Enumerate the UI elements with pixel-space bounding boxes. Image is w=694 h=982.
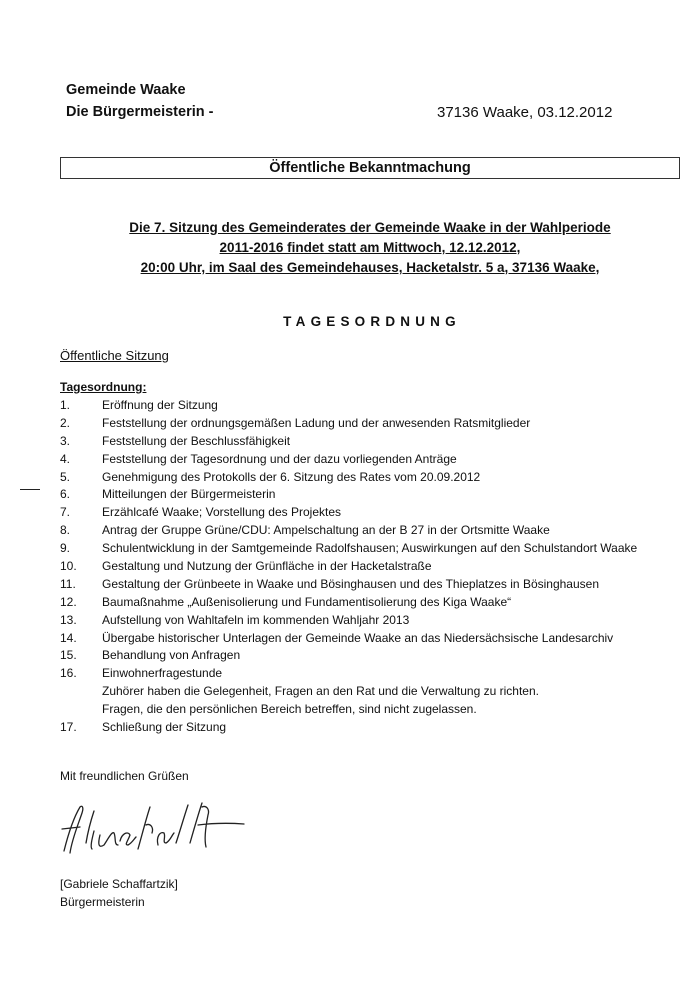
office-title: Die Bürgermeisterin - — [66, 104, 214, 120]
agenda-item-text: Genehmigung des Protokolls der 6. Sitzung des Rates vom 20.09.2012 — [102, 469, 481, 484]
agenda-item-text: Feststellung der Beschlussfähigkeit — [102, 433, 291, 448]
agenda-item-number: 6. — [60, 487, 71, 502]
meeting-line-3: 20:00 Uhr, im Saal des Gemeindehauses, Hacketalstr. 5 a, 37136 Waake, — [140, 260, 600, 275]
agenda-item-number: 14. — [60, 630, 77, 645]
agenda-item-number: 10. — [60, 559, 77, 574]
agenda-item-number: 5. — [60, 469, 71, 484]
place-date: 37136 Waake, 03.12.2012 — [437, 104, 613, 121]
agenda-item-number: 7. — [60, 505, 71, 520]
agenda-item — [60, 684, 680, 702]
agenda-item-number: 16. — [60, 666, 77, 681]
agenda-item-text: Antrag der Gruppe Grüne/CDU: Ampelschaltung an der B 27 in der Ortsmitte Waake — [102, 523, 550, 538]
agenda-item — [60, 648, 680, 666]
agenda-item — [60, 505, 680, 523]
agenda-item — [60, 613, 680, 631]
agenda-item-number: 17. — [60, 720, 77, 735]
agenda-label: Tagesordnung: — [60, 380, 147, 394]
signer-title: Bürgermeisterin — [60, 895, 145, 909]
agenda-item — [60, 434, 680, 452]
agenda-list — [60, 398, 680, 738]
agenda-item — [60, 720, 680, 738]
agenda-heading: TAGESORDNUNG — [283, 314, 461, 329]
agenda-item — [60, 523, 680, 541]
closing-greeting: Mit freundlichen Grüßen — [60, 769, 189, 783]
agenda-item-text: Einwohnerfragestunde — [102, 666, 223, 681]
margin-mark — [20, 489, 40, 490]
agenda-item-text: Feststellung der ordnungsgemäßen Ladung und der anwesenden Ratsmitglieder — [102, 415, 531, 430]
agenda-item-number: 9. — [60, 541, 71, 556]
agenda-item — [60, 487, 680, 505]
agenda-item — [60, 595, 680, 613]
agenda-item-text: Mitteilungen der Bürgermeisterin — [102, 487, 276, 502]
agenda-item-number: 4. — [60, 451, 71, 466]
agenda-item-text: Feststellung der Tagesordnung und der dazu vorliegenden Anträge — [102, 451, 457, 466]
agenda-item-number: 15. — [60, 648, 77, 663]
agenda-item-text: Erzählcafé Waake; Vorstellung des Projektes — [102, 505, 342, 520]
agenda-item-text: Gestaltung und Nutzung der Grünfläche in der Hacketalstraße — [102, 559, 432, 574]
agenda-item — [60, 416, 680, 434]
agenda-item-text: Baumaßnahme „Außenisolierung und Fundamentisolierung des Kiga Waake“ — [102, 594, 512, 609]
agenda-item-number: 1. — [60, 398, 71, 412]
agenda-item — [60, 559, 680, 577]
agenda-item-number: 11. — [60, 576, 76, 591]
agenda-item — [60, 577, 680, 595]
agenda-item-number: 3. — [60, 433, 71, 448]
agenda-item — [60, 631, 680, 649]
agenda-item-text: Übergabe historischer Unterlagen der Gemeinde Waake an das Niedersächsische Landesarchiv — [102, 630, 614, 645]
agenda-item — [60, 702, 680, 720]
agenda-item-text: Gestaltung der Grünbeete in Waake und Bösinghausen und des Thieplatzes in Bösinghausen — [102, 576, 600, 591]
meeting-line-2: 2011-2016 findet statt am Mittwoch, 12.12.2012, — [219, 240, 521, 255]
signer-name: [Gabriele Schaffartzik] — [60, 877, 178, 891]
meeting-line-1: Die 7. Sitzung des Gemeinderates der Gemeinde Waake in der Wahlperiode — [129, 220, 611, 235]
agenda-item-text: Zuhörer haben die Gelegenheit, Fragen an den Rat und die Verwaltung zu richten. — [102, 684, 539, 699]
agenda-item-text: Schließung der Sitzung — [102, 720, 227, 735]
agenda-item — [60, 470, 680, 488]
handwritten-signature — [58, 795, 248, 865]
agenda-item-number: 2. — [60, 415, 71, 430]
agenda-item-text: Behandlung von Anfragen — [102, 648, 241, 663]
agenda-item-text: Aufstellung von Wahltafeln im kommenden Wahljahr 2013 — [102, 612, 410, 627]
agenda-item-number: 8. — [60, 523, 71, 538]
municipality-name: Gemeinde Waake — [66, 82, 186, 98]
agenda-item-number: 12. — [60, 594, 77, 609]
agenda-item — [60, 398, 680, 416]
agenda-item — [60, 541, 680, 559]
agenda-item — [60, 452, 680, 470]
agenda-item — [60, 666, 680, 684]
notice-title: Öffentliche Bekanntmachung — [60, 157, 680, 179]
agenda-item-text: Schulentwicklung in der Samtgemeinde Radolfshausen; Auswirkungen auf den Schulstandort Waake — [102, 541, 638, 556]
session-type: Öffentliche Sitzung — [60, 348, 169, 363]
agenda-item-number: 13. — [60, 612, 77, 627]
agenda-item-text: Eröffnung der Sitzung — [102, 398, 218, 412]
agenda-item-text: Fragen, die den persönlichen Bereich betreffen, sind nicht zugelassen. — [102, 702, 477, 717]
